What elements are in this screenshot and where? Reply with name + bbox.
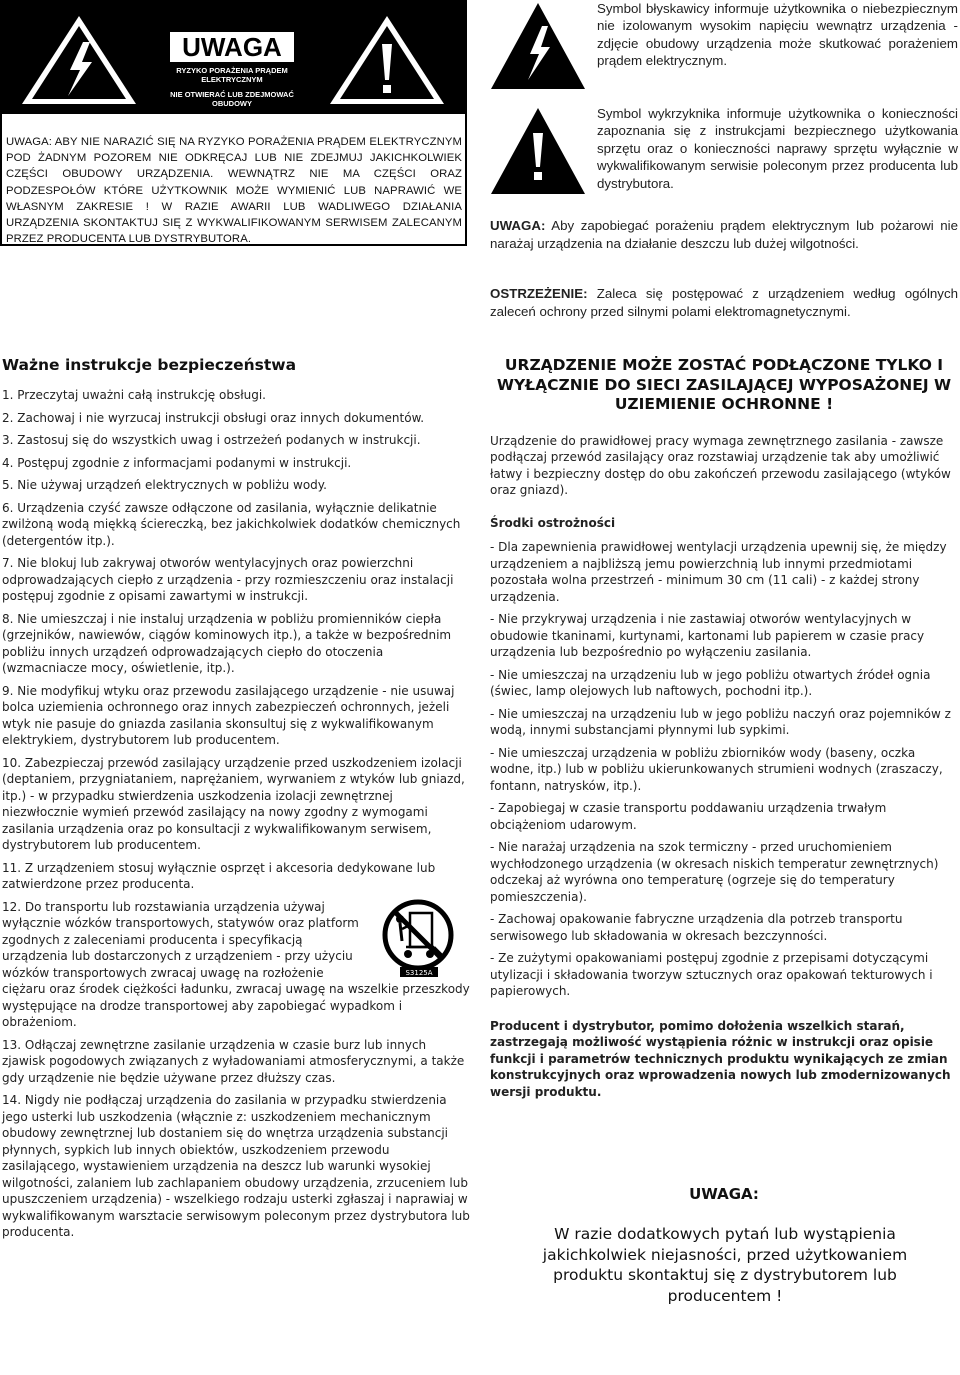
precaution-item: - Nie umieszczaj na urządzeniu lub w jego pobliżu otwartych źródeł ognia (świec, lamp olejowych lub naftowych, pochodni itp.). bbox=[490, 667, 931, 698]
uwaga-note bbox=[490, 217, 958, 252]
precaution-item: - Dla zapewnienia prawidłowej wentylacji urządzenia upewnij się, że między urządzeniem a najbliższą jemu powierzchnią lub innymi przedmiotami pozostała wolna przestrzeń - minimum 30 cm (11 cali) - z każdej strony urządzenia. bbox=[490, 540, 947, 604]
list-item: 12. Do transportu lub rozstawiania urządzenia używaj wyłącznie wózków transportowych, statywów oraz platform zgodnych z zaleceniami producenta i specyfikacją urządzenia lub dostarczonych z urządzeniem - przy użyciu wózków transportowych zwracaj uwagę na rozłożenie ciężaru oraz środek ciężkości ładunku, zwracaj uwagę na wszelkie przeszkody występujące na drodze transportowej aby zapobiegać wypadkom i obrażeniom. bbox=[2, 899, 470, 1029]
list-item: 10. Zabezpieczaj przewód zasilający urządzenie przed uszkodzeniem izolacji (deptaniem, przygniataniem, naprężaniem, wyrwaniem z wtyków lub gniazd, itp.) - w przypadku stwierdzenia uszkodzenia izolacji zewnętrznej niezwłocznie wymień przewód zasilający na nowy zgodny z wymogami zasilania urządzenia oraz po konsultacji z wykwalifikowanym serwisem, dystrybutorem lub producentem. bbox=[2, 755, 465, 852]
exclamation-symbol-icon bbox=[490, 107, 586, 195]
warning-title: UWAGA bbox=[170, 32, 294, 62]
left-column bbox=[2, 356, 470, 1247]
exclamation-symbol-text: Symbol wykrzyknika informuje użytkownika o konieczności zapoznania się z instrukcjami bezpiecznego użytkowania sprzętu oraz o konieczności naprawy sprzętu wyłącznie w wykwalifikowanym serwisie poleconym przez producenta lub dystrybutora. bbox=[597, 106, 958, 191]
precaution-item: - Nie narażaj urządzenia na szok termiczny - przed uruchomieniem wychłodzonego urządzenia (w okresach niskich temperatur zewnętrznych) odczekaj aż wyrówna ono temperaturę (ogrzeje się do temperatury pomieszczenia). bbox=[490, 840, 939, 904]
list-item: 1. Przeczytaj uważni całą instrukcję obsługi. bbox=[2, 388, 266, 402]
precaution-item: - Zachowaj opakowanie fabryczne urządzenia dla potrzeb transportu serwisowego lub składowania w okresach bezczynności. bbox=[490, 912, 903, 943]
uwaga-note-label: UWAGA: bbox=[490, 218, 546, 233]
warning-banner-center bbox=[162, 32, 302, 108]
warning-sub-2: ELEKTRYCZNYM bbox=[201, 75, 263, 84]
final-warning-title: UWAGA: bbox=[689, 1185, 759, 1203]
safety-list bbox=[2, 387, 470, 1241]
warning-box bbox=[0, 0, 467, 246]
list-item: 5. Nie używaj urządzeń elektrycznych w pobliżu wody. bbox=[2, 478, 327, 492]
uwaga-note-text: Aby zapobiegać porażeniu prądem elektrycznym lub pożarowi nie narażaj urządzenia na działanie deszczu lub dużej wilgotności. bbox=[490, 218, 958, 251]
lightning-warning-icon bbox=[20, 14, 138, 106]
precaution-item: - Ze zużytymi opakowaniami postępuj zgodnie z przepisami dotyczącymi utylizacji i składowania tworzyw sztucznych oraz opakowań tekturowych i papierowych. bbox=[490, 951, 933, 998]
precautions-heading: Środki ostrożności bbox=[490, 515, 616, 530]
warning-sub-3: NIE OTWIERAĆ LUB ZDEJMOWAĆ bbox=[170, 90, 294, 99]
list-item: 9. Nie modyfikuj wtyku oraz przewodu zasilającego urządzenie - nie usuwaj bolca uziemienia ochronnego oraz innych zabezpieczeń ochronnych, jeżeli wtyk nie pasuje do gniazda zasilania skonsultuj się z wykwalifikowanym elektrykiem, dystrybutorem lub producentem. bbox=[2, 683, 455, 747]
list-item: 8. Nie umieszczaj i nie instaluj urządzenia w pobliżu promienników ciepła (grzejników, nawiewów, ciągów kominowych itp.), a także w bezpośrednim pobliżu innych urządzeń odprowadzających ciepło do otoczenia (wzmacniacze mocy, oświetlenie, itp.). bbox=[2, 611, 452, 675]
precaution-item: - Zapobiegaj w czasie transportu poddawaniu urządzenia trwałym obciążeniom udarowym. bbox=[490, 801, 887, 832]
list-item: 3. Zastosuj się do wszystkich uwag i ostrzeżeń podanych w instrukcji. bbox=[2, 433, 421, 447]
list-item: 14. Nigdy nie podłączaj urządzenia do zasilania w przypadku stwierdzenia jego usterki lub uszkodzenia (włącznie z: uszkodzeniem mechanicznym obudowy zewnętrznej lub dostaniem się do wnętrza urządzenia substancji płynnych, sypkich lub innych obiektów, uszkodzeniem przewodu zasilającego, wystawieniem urządzenia na deszcz lub warunki wysokiej wilgotności, zalaniem lub zachlapaniem obudowy urządzenia, zrzuceniem lub upuszczeniem urządzenia) - wszelkiego rodzaju usterki zgłaszaj i naprawiaj w wykwalifikowanym warsztacie serwisowym poleconym przez dystrybutora lub producenta. bbox=[2, 1093, 470, 1239]
precaution-item: - Nie przykrywaj urządzenia i nie zastawiaj otworów wentylacyjnych w obudowie tkaninami, kurtynami, kartonami lub papierem w czasie pracy urządzenia lub bezpośrednio po wyłączeniu zasilania. bbox=[490, 612, 925, 659]
list-item: 13. Odłączaj zewnętrzne zasilanie urządzenia w czasie burz lub innych zjawisk pogodowych związanych z wyładowaniami atmosferycznymi, a także gdy urządzenie nie będzie używane przez dłuższy czas. bbox=[2, 1037, 465, 1085]
disclaimer: Producent i dystrybutor, pomimo dołożenia wszelkich starań, zastrzegają możliwość wystąpienia różnic w instrukcji oraz opisie funkcji i parametrów technicznych produktu wynikających ze zmian konstrukcyjnych oraz wprowadzenia nowych lub zmodernizowanych wersji produktu. bbox=[490, 1018, 951, 1099]
grounding-title: URZĄDZENIE MOŻE ZOSTAĆ PODŁĄCZONE TYLKO I WYŁĄCZNIE DO SIECI ZASILAJĄCEJ WYPOSAŻONEJ W UZIEMIENIE OCHRONNE ! bbox=[496, 356, 952, 413]
lightning-symbol-text: Symbol błyskawicy informuje użytkownika o niebezpiecznym nie izolowanym wysokim napięciu wewnątrz urządzenia - zdjęcie obudowy urządzenia może skutkować porażeniem prądem elektrycznym. bbox=[597, 1, 958, 69]
lightning-symbol-icon bbox=[490, 2, 586, 90]
list-item-with-cart bbox=[2, 899, 470, 1031]
final-warning-text: W razie dodatkowych pytań lub wystąpienia jakichkolwiek niejasności, przed użytkowaniem produktu skontaktuj się z dystrybutorem lub producentem ! bbox=[542, 1225, 908, 1305]
list-item: 2. Zachowaj i nie wyrzucaj instrukcji obsługi oraz innych dokumentów. bbox=[2, 410, 425, 425]
list-item: 7. Nie blokuj lub zakrywaj otworów wentylacyjnych oraz powierzchni odprowadzających ciepło z urządzenia - przy rozmieszczeniu oraz instalacji postępuj zgodnie z opisami zawartymi w instrukcji. bbox=[2, 556, 454, 603]
ostrzezenie-note-text: Zaleca się postępować z urządzeniem według ogólnych zaleceń ochrony przed silnymi polami elektromagnetycznymi. bbox=[490, 286, 958, 319]
cart-warning-icon bbox=[372, 899, 470, 979]
ostrzezenie-note-label: OSTRZEŻENIE: bbox=[490, 286, 588, 301]
list-item: 11. Z urządzeniem stosuj wyłącznie osprzęt i akcesoria dedykowane lub zatwierdzone przez producenta. bbox=[2, 860, 436, 891]
right-column bbox=[490, 356, 958, 1106]
exclamation-warning-icon bbox=[328, 14, 446, 106]
list-item: 4. Postępuj zgodnie z informacjami podanymi w instrukcji. bbox=[2, 455, 352, 470]
list-item: 6. Urządzenia czyść zawsze odłączone od zasilania, wyłącznie delikatnie zwilżoną wodą miękką ściereczką, bez jakichkolwiek dodatków chemicznych (detergentów itp.). bbox=[2, 500, 461, 548]
warning-banner bbox=[2, 2, 465, 114]
warning-sub-1: RYZYKO PORAŻENIA PRĄDEM bbox=[176, 66, 288, 75]
warning-sub-4: OBUDOWY bbox=[212, 99, 252, 108]
ostrzezenie-note bbox=[490, 285, 958, 320]
warning-body-text: UWAGA: ABY NIE NARAZIĆ SIĘ NA RYZYKO PORAŻENIA PRĄDEM ELEKTRYCZNYM POD ŻADNYM POZOREM NIE ODKRĘCAJ LUB NIE ZDEJMUJ JAKICHKOLWIEK CZĘŚCI OBUDOWY URZĄDZENIA. WEWNĄTRZ NIE MA CZĘŚCI ORAZ PODZESPOŁÓW KTÓRE UŻYTKOWNIK MOŻE WYMIENIĆ LUB NAPRAWIĆ WE WŁASNYM ZAKRESIE ! W RAZIE AWARII LUB WADLIWEGO DZIAŁANIA URZĄDZENIA SKONTAKTUJ SIĘ Z WYKWALIFIKOWANYM SERWISEM ZALECANYM PRZEZ PRODUCENTA LUB DYSTRYBUTORA. bbox=[6, 136, 462, 246]
precaution-item: - Nie umieszczaj urządzenia w pobliżu zbiorników wody (baseny, oczka wodne, itp.) lub w pobliżu ukierunkowanych strumieni wodnych (zraszaczy, fontann, natrysków, itp.). bbox=[490, 745, 943, 793]
precaution-item: - Nie umieszczaj na urządzeniu lub w jego pobliżu naczyń oraz pojemników z wodą, innymi substancjami płynnymi lub sypkimi. bbox=[490, 706, 951, 737]
safety-heading: Ważne instrukcje bezpieczeństwa bbox=[2, 356, 297, 374]
cart-label: S3125A bbox=[405, 968, 433, 977]
grounding-intro: Urządzenie do prawidłowej pracy wymaga zewnętrznego zasilania - zawsze podłączaj przewód zasilający oraz rozstawiaj urządzenie tak aby umożliwić łatwy i bezpieczny dostęp do obu zakończeń przewodu zasilającego (wtyków oraz gniazd). bbox=[490, 433, 951, 497]
